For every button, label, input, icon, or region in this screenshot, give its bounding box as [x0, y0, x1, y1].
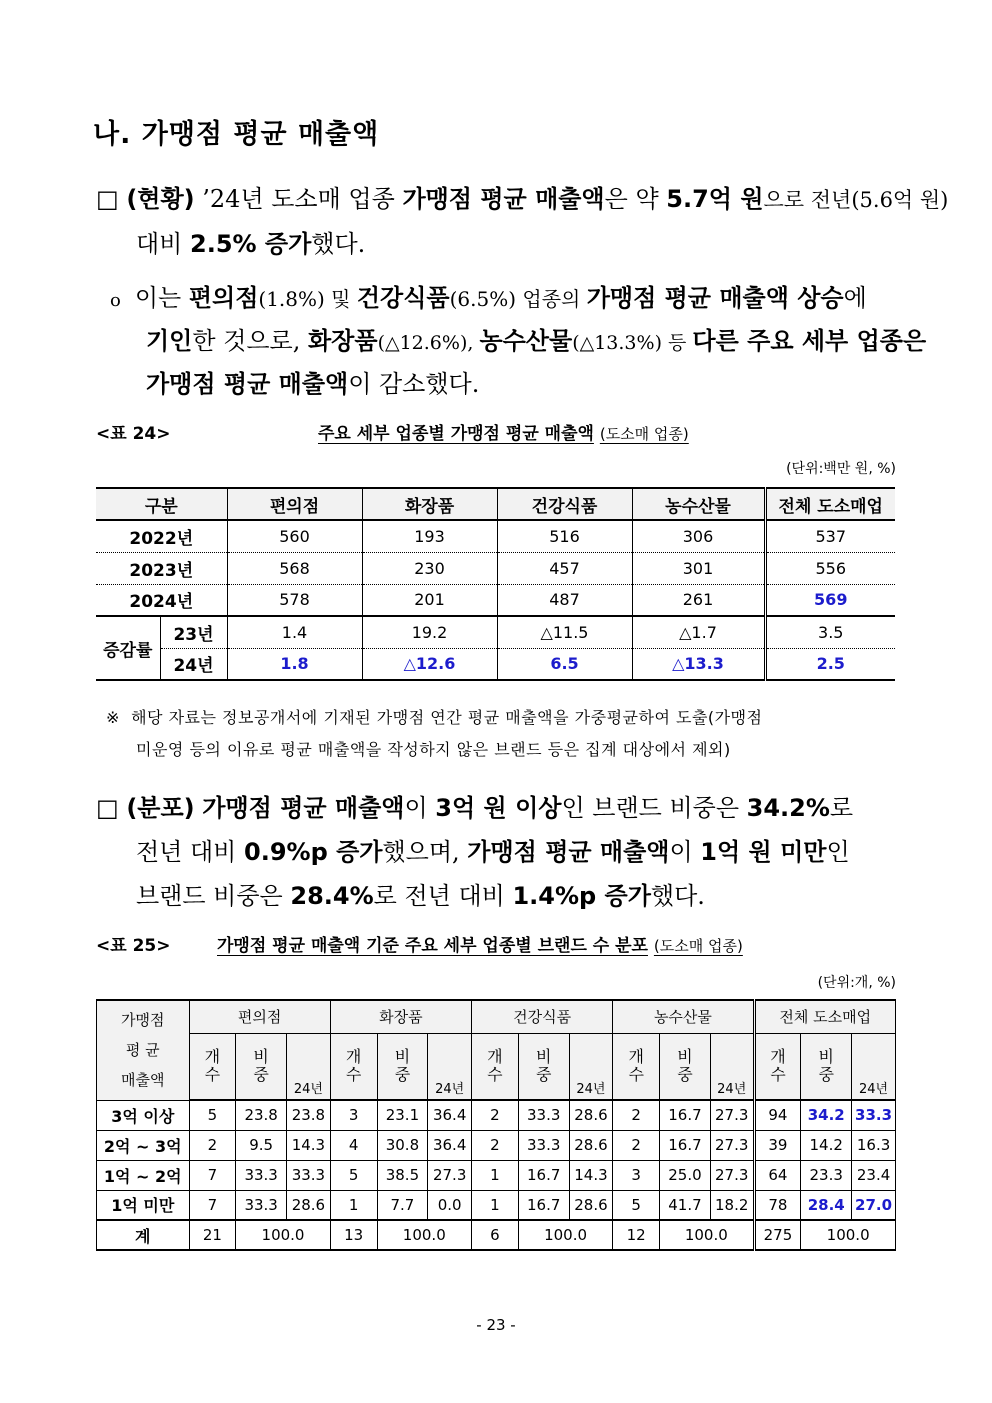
table-cell: 569 [765, 584, 895, 616]
count-header-text: 개 [345, 1047, 362, 1067]
table-cell: 100.0 [236, 1220, 331, 1250]
ratio-header-text: 중 [535, 1065, 552, 1085]
p2-text: 한 것으로, [192, 327, 308, 355]
row-label: 계 [97, 1220, 190, 1250]
p3-label: (분포) [126, 794, 195, 822]
table-cell: 560 [227, 520, 362, 552]
year-header: 24년 [428, 1033, 472, 1100]
p3-text: 인 [826, 838, 850, 866]
ratio-header-text: 중 [818, 1065, 834, 1085]
row-label: 2024년 [96, 584, 227, 616]
count-header-text: 개 [770, 1047, 786, 1067]
p1-bold: 5.7억 원 [666, 185, 764, 213]
p3-bold: 34.2% [746, 794, 830, 822]
table-cell: 2 [472, 1130, 519, 1160]
table-row [96, 584, 895, 616]
row-label: 1억 미만 [97, 1190, 190, 1220]
p2-text: (△13.3%) 등 [572, 332, 693, 354]
paragraph-status [96, 177, 949, 266]
table-cell: 516 [497, 520, 632, 552]
note-mark: ※ [106, 708, 120, 727]
table-cell: 33.3 [518, 1100, 569, 1130]
table-cell: 100.0 [660, 1220, 755, 1250]
table-cell: 16.7 [518, 1190, 569, 1220]
table-cell: 9.5 [236, 1130, 287, 1160]
table-cell: 7 [189, 1190, 236, 1220]
table-row [97, 1130, 896, 1160]
p2-text: 이는 [134, 284, 189, 312]
table-cell: 301 [632, 552, 765, 584]
ratio-header [377, 1033, 428, 1100]
table-cell: 25.0 [660, 1160, 711, 1190]
table-cell: 33.3 [852, 1100, 896, 1130]
group-header: 건강식품 [472, 1000, 613, 1033]
count-header-text: 수 [345, 1065, 362, 1085]
corner-text: 매출액 [121, 1071, 165, 1090]
table-cell: 23.1 [377, 1100, 428, 1130]
table-cell: 2 [613, 1130, 660, 1160]
table-cell: 14.3 [287, 1130, 331, 1160]
p3-bold: 0.9%p 증가 [244, 838, 383, 866]
p3-text: 했다. [650, 882, 705, 910]
table-cell: 28.4 [801, 1190, 852, 1220]
p1-bold: 2.5% 증가 [190, 230, 312, 258]
table-cell: 23.8 [287, 1100, 331, 1130]
table-row [96, 648, 895, 680]
table-cell: 3 [330, 1100, 377, 1130]
table-cell: 5 [330, 1160, 377, 1190]
header-cell: 전체 도소매업 [765, 488, 895, 520]
table-cell: 33.3 [236, 1160, 287, 1190]
table-cell: 14.3 [569, 1160, 613, 1190]
row-label: 1억 ~ 2억 [97, 1160, 190, 1190]
table2-title [217, 931, 743, 956]
table-row [97, 1160, 896, 1190]
ratio-header [518, 1033, 569, 1100]
table-subheader-row [97, 1033, 896, 1100]
table-cell: △13.3 [632, 648, 765, 680]
table-cell: 33.3 [236, 1190, 287, 1220]
ratio-header [236, 1033, 287, 1100]
p2-bold: 화장품 [308, 327, 378, 355]
table2-label: <표 25> [96, 936, 171, 956]
table-cell: 1 [330, 1190, 377, 1220]
table-cell: 16.3 [852, 1130, 896, 1160]
p1-text: 했다. [311, 230, 366, 258]
table-cell: 1.4 [227, 616, 362, 648]
table-cell: 100.0 [377, 1220, 472, 1250]
table-cell: 21 [189, 1220, 236, 1250]
p2-text: (1.8%) 및 [258, 287, 357, 311]
count-header-text: 수 [204, 1065, 221, 1085]
table-cell: 3 [613, 1160, 660, 1190]
header-cell: 건강식품 [497, 488, 632, 520]
p3-text: 전년 대비 [136, 838, 244, 866]
ratio-header-text: 비 [535, 1047, 552, 1067]
count-header [330, 1033, 377, 1100]
ratio-header-text: 중 [677, 1065, 693, 1085]
row-label: 23년 [160, 616, 227, 648]
p3-text: 로 [829, 794, 854, 822]
ratio-header-text: 비 [253, 1047, 269, 1067]
table-cell: 28.6 [569, 1190, 613, 1220]
table-cell: 16.7 [518, 1160, 569, 1190]
p2-text: (6.5%) 업종의 [449, 287, 587, 311]
table-cell: 13 [330, 1220, 377, 1250]
table-cell: 1 [472, 1190, 519, 1220]
table-cell: 7.7 [377, 1190, 428, 1220]
table-cell: 4 [330, 1130, 377, 1160]
p2-bold: 다른 주요 세부 업종은 [692, 327, 927, 355]
table-cell: 94 [754, 1100, 801, 1130]
table-cell: 18.2 [710, 1190, 754, 1220]
year-header: 24년 [287, 1033, 331, 1100]
table-body [97, 1100, 896, 1220]
footnote [106, 702, 906, 766]
table2-unit: (단위:개, %) [817, 975, 896, 991]
p1-text: ’24년 도소매 업종 [194, 185, 403, 213]
ratio-header-text: 중 [394, 1065, 411, 1085]
note-text: 미운영 등의 이유로 평균 매출액을 작성하지 않은 브랜드 등은 집계 대상에서 제외) [136, 740, 731, 759]
table-cell: 1.8 [227, 648, 362, 680]
year-header: 24년 [569, 1033, 613, 1100]
table-cell: 568 [227, 552, 362, 584]
corner-header [97, 1000, 190, 1100]
distribution-table [96, 999, 896, 1251]
ratio-header-text: 비 [677, 1047, 693, 1067]
table1-unit: (단위:백만 원, %) [786, 461, 896, 477]
table-row [96, 520, 895, 552]
table-cell: 27.0 [852, 1190, 896, 1220]
header-cell: 화장품 [362, 488, 497, 520]
table-header-row [97, 1000, 896, 1033]
table-cell: △1.7 [632, 616, 765, 648]
paragraph-detail [110, 278, 927, 405]
table-cell: 41.7 [660, 1190, 711, 1220]
table-cell: 23.3 [801, 1160, 852, 1190]
table-cell: 36.4 [428, 1130, 472, 1160]
table-cell: 487 [497, 584, 632, 616]
table1-title [318, 419, 689, 444]
table-cell: 27.3 [710, 1100, 754, 1130]
table-cell: 5 [613, 1190, 660, 1220]
table-cell: 275 [754, 1220, 801, 1250]
table-cell: △12.6 [362, 648, 497, 680]
table-header-row [96, 488, 895, 520]
table-cell: 193 [362, 520, 497, 552]
group-header: 편의점 [189, 1000, 330, 1033]
table-cell: 34.2 [801, 1100, 852, 1130]
year-header: 24년 [852, 1033, 896, 1100]
table-cell: 6 [472, 1220, 519, 1250]
table2-title-text: 가맹점 평균 매출액 기준 주요 세부 업종별 브랜드 수 분포 [217, 936, 648, 956]
p2-bold: 편의점 [188, 284, 259, 312]
ratio-header-text: 비 [818, 1047, 834, 1067]
p1-text: 대비 [136, 230, 190, 258]
table-row [97, 1190, 896, 1220]
header-cell: 구분 [96, 488, 227, 520]
table-cell: 38.5 [377, 1160, 428, 1190]
circle-bullet: ο [110, 290, 121, 311]
ratio-header-text: 중 [253, 1065, 269, 1085]
table-cell: 27.3 [428, 1160, 472, 1190]
p3-text: 인 브랜드 비중은 [561, 794, 747, 822]
p3-text: 브랜드 비중은 [136, 882, 291, 910]
p1-text: 은 약 [604, 185, 667, 213]
table-cell: △11.5 [497, 616, 632, 648]
table-cell: 39 [754, 1130, 801, 1160]
table-cell: 201 [362, 584, 497, 616]
table-cell: 457 [497, 552, 632, 584]
ratio-header [801, 1033, 852, 1100]
p3-bold: 3억 원 이상 [435, 794, 562, 822]
page-number: - 23 - [476, 1316, 516, 1334]
ratio-header [660, 1033, 711, 1100]
table-cell: 28.6 [569, 1130, 613, 1160]
table-cell: 16.7 [660, 1130, 711, 1160]
p3-bold: 가맹점 평균 매출액 [467, 838, 670, 866]
count-header-text: 수 [770, 1065, 786, 1085]
table-row [96, 552, 895, 584]
p2-bold: 가맹점 평균 매출액 [146, 370, 349, 398]
table-cell: 0.0 [428, 1190, 472, 1220]
table-cell: 78 [754, 1190, 801, 1220]
table-cell: 2 [189, 1130, 236, 1160]
row-label: 2억 ~ 3억 [97, 1130, 190, 1160]
sales-table [96, 487, 895, 681]
table-cell: 33.3 [518, 1130, 569, 1160]
table-cell: 6.5 [497, 648, 632, 680]
table-cell: 2.5 [765, 648, 895, 680]
table-cell: 27.3 [710, 1160, 754, 1190]
table-cell: 2 [472, 1100, 519, 1130]
count-header-text: 수 [628, 1065, 644, 1085]
table-cell: 12 [613, 1220, 660, 1250]
table-row [96, 616, 895, 648]
table-cell: 1 [472, 1160, 519, 1190]
checkbox-bullet: □ [96, 185, 119, 213]
p1-label: (현황) [126, 185, 195, 213]
table-row [97, 1100, 896, 1130]
p2-bold: 건강식품 [356, 284, 450, 312]
table-cell: 27.3 [710, 1130, 754, 1160]
p3-bold: 가맹점 평균 매출액 [202, 794, 405, 822]
table-cell: 537 [765, 520, 895, 552]
count-header-text: 개 [628, 1047, 644, 1067]
p2-text: 에 [843, 284, 867, 312]
paragraph-distribution [96, 786, 896, 918]
table-cell: 28.6 [287, 1190, 331, 1220]
count-header [754, 1033, 801, 1100]
group-header: 화장품 [330, 1000, 471, 1033]
count-header-text: 개 [204, 1047, 221, 1067]
table-cell: 100.0 [518, 1220, 613, 1250]
row-label: 24년 [160, 648, 227, 680]
table-cell: 7 [189, 1160, 236, 1190]
table-cell: 230 [362, 552, 497, 584]
table-cell: 33.3 [287, 1160, 331, 1190]
table1-title-text: 주요 세부 업종별 가맹점 평균 매출액 [318, 424, 594, 444]
table-cell: 5 [189, 1100, 236, 1130]
ratio-header-text: 비 [394, 1047, 411, 1067]
row-label: 2022년 [96, 520, 227, 552]
corner-text: 가맹점 [121, 1011, 165, 1030]
group-header: 농수산물 [613, 1000, 754, 1033]
table-cell: 28.6 [569, 1100, 613, 1130]
p2-text: (△12.6%), [377, 332, 480, 354]
header-cell: 편의점 [227, 488, 362, 520]
count-header [613, 1033, 660, 1100]
count-header [472, 1033, 519, 1100]
section-title: 나. 가맹점 평균 매출액 [93, 119, 380, 150]
table1-label: <표 24> [96, 424, 171, 444]
p1-bold: 가맹점 평균 매출액 [402, 185, 605, 213]
table-cell: 23.4 [852, 1160, 896, 1190]
p2-bold: 기인 [146, 327, 193, 355]
table-cell: 100.0 [801, 1220, 896, 1250]
count-header-text: 개 [487, 1047, 503, 1067]
table-cell: 3.5 [765, 616, 895, 648]
count-header [189, 1033, 236, 1100]
corner-text: 평 균 [125, 1041, 160, 1060]
p3-bold: 28.4% [290, 882, 374, 910]
row-group-label: 증감률 [96, 616, 160, 680]
p2-bold: 농수산물 [479, 327, 573, 355]
p2-text: 이 감소했다. [348, 370, 480, 398]
table2-title-suffix: (도소매 업종) [653, 937, 743, 955]
table-cell: 306 [632, 520, 765, 552]
table-cell: 578 [227, 584, 362, 616]
p3-text: 했으며, [382, 838, 468, 866]
checkbox-bullet: □ [96, 794, 119, 822]
table-cell: 261 [632, 584, 765, 616]
year-header: 24년 [710, 1033, 754, 1100]
table-cell: 30.8 [377, 1130, 428, 1160]
table-cell: 19.2 [362, 616, 497, 648]
p1-text: 으로 전년(5.6억 원) [763, 188, 949, 212]
row-label: 3억 이상 [97, 1100, 190, 1130]
table-cell: 556 [765, 552, 895, 584]
total-row [97, 1220, 896, 1250]
p3-text: 이 [669, 838, 701, 866]
table-cell: 2 [613, 1100, 660, 1130]
row-label: 2023년 [96, 552, 227, 584]
p3-text: 로 전년 대비 [373, 882, 513, 910]
table-cell: 36.4 [428, 1100, 472, 1130]
note-text: 해당 자료는 정보공개서에 기재된 가맹점 연간 평균 매출액을 가중평균하여 도출(가맹점 [131, 708, 763, 727]
table-cell: 64 [754, 1160, 801, 1190]
group-header: 전체 도소매업 [754, 1000, 895, 1033]
table-cell: 16.7 [660, 1100, 711, 1130]
p3-text: 이 [404, 794, 436, 822]
table1-title-suffix: (도소매 업종) [599, 425, 689, 443]
count-header-text: 수 [487, 1065, 503, 1085]
table-cell: 14.2 [801, 1130, 852, 1160]
p2-bold: 가맹점 평균 매출액 상승 [586, 284, 844, 312]
header-cell: 농수산물 [632, 488, 765, 520]
table-cell: 23.8 [236, 1100, 287, 1130]
p3-bold: 1억 원 미만 [700, 838, 827, 866]
p3-bold: 1.4%p 증가 [512, 882, 651, 910]
